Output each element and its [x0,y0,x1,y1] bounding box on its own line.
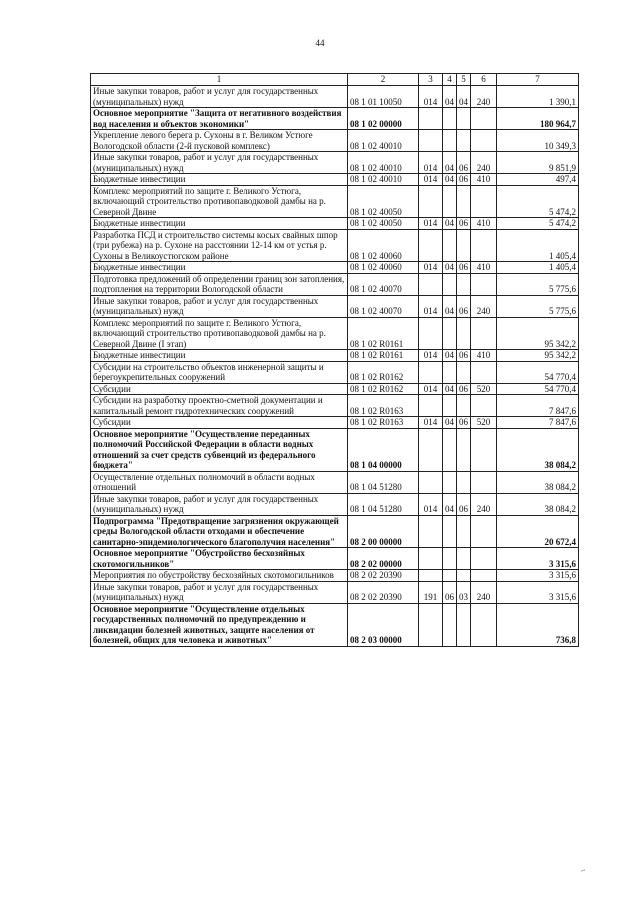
row-code-cell: 08 1 04 51280 [348,493,419,515]
row-amount-cell: 1 390,1 [497,86,579,108]
row-c4-cell [443,548,457,570]
row-c4-cell [443,395,457,417]
row-c5-cell: 06 [457,383,471,395]
row-c4-cell [443,603,457,646]
row-c4-cell [443,185,457,218]
row-c5-cell [457,428,471,471]
row-name-cell: Осуществление отдельных полномочий в области водных отношений [91,471,348,493]
row-code-cell: 08 1 02 R0163 [348,395,419,417]
row-amount-cell: 3 315,6 [497,581,579,603]
row-c3-cell [419,317,443,350]
table-row [91,174,579,186]
header-cell: 4 [443,74,457,86]
row-code-cell: 08 1 04 51280 [348,471,419,493]
row-c4-cell: 04 [443,174,457,186]
row-code-cell: 08 1 02 40070 [348,295,419,317]
table-row [91,428,579,471]
row-c6-cell [471,130,497,152]
table-row [91,130,579,152]
row-code-cell: 08 1 02 40010 [348,130,419,152]
row-name-cell: Бюджетные инвестиции [91,350,348,362]
row-c6-cell: 410 [471,174,497,186]
row-c3-cell: 191 [419,581,443,603]
row-amount-cell: 1 405,4 [497,262,579,274]
row-c6-cell [471,317,497,350]
row-c6-cell: 240 [471,493,497,515]
row-c6-cell: 520 [471,417,497,429]
row-c3-cell: 014 [419,86,443,108]
row-amount-cell: 5 775,6 [497,295,579,317]
row-c4-cell [443,317,457,350]
row-name-cell: Субсидии [91,417,348,429]
row-c5-cell [457,317,471,350]
row-c4-cell [443,273,457,295]
row-code-cell: 08 1 02 40060 [348,262,419,274]
row-code-cell: 08 1 02 40010 [348,152,419,174]
row-c5-cell [457,570,471,582]
row-amount-cell: 38 084,2 [497,493,579,515]
row-name-cell: Субсидии [91,383,348,395]
row-c6-cell: 410 [471,218,497,230]
table-row [91,581,579,603]
row-code-cell: 08 2 02 20390 [348,581,419,603]
row-amount-cell: 7 847,6 [497,395,579,417]
row-c3-cell [419,229,443,262]
row-c5-cell [457,185,471,218]
row-name-cell: Иные закупки товаров, работ и услуг для государственных (муниципальных) нужд [91,295,348,317]
row-code-cell: 08 1 01 10050 [348,86,419,108]
row-c3-cell [419,471,443,493]
row-amount-cell: 54 770,4 [497,361,579,383]
row-c3-cell [419,570,443,582]
row-c5-cell [457,361,471,383]
row-name-cell: Мероприятия по обустройству бесхозяйных скотомогильников [91,570,348,582]
row-c6-cell: 240 [471,295,497,317]
table-row [91,108,579,130]
row-code-cell: 08 1 02 40010 [348,174,419,186]
row-name-cell: Комплекс мероприятий по защите г. Великого Устюга, включающий строительство противопаводковой дамбы на р. Северной Двине [91,185,348,218]
row-c5-cell [457,273,471,295]
row-c5-cell [457,130,471,152]
row-code-cell: 08 1 02 40060 [348,229,419,262]
row-name-cell: Подпрограмма "Предотвращение загрязнения окружающей среды Вологодской области отходами и обеспечение санитарно-эпидемиологического благополучия населения" [91,515,348,548]
row-c6-cell: 520 [471,383,497,395]
row-c5-cell: 06 [457,262,471,274]
row-code-cell: 08 2 00 00000 [348,515,419,548]
row-c4-cell [443,361,457,383]
row-name-cell: Подготовка предложений об определении границ зон затопления, подтопления на территории Вологодской области [91,273,348,295]
row-name-cell: Укрепление левого берега р. Сухоны в г. Великом Устюге Вологодской области (2-й пусковой комплекс) [91,130,348,152]
row-c4-cell: 04 [443,383,457,395]
row-name-cell: Иные закупки товаров, работ и услуг для государственных (муниципальных) нужд [91,581,348,603]
row-c3-cell [419,130,443,152]
row-c6-cell [471,185,497,218]
table-row [91,383,579,395]
row-c6-cell [471,229,497,262]
table-row [91,295,579,317]
row-amount-cell: 5 474,2 [497,218,579,230]
row-c3-cell [419,515,443,548]
header-cell: 6 [471,74,497,86]
row-c6-cell [471,471,497,493]
row-amount-cell: 10 349,3 [497,130,579,152]
row-c5-cell: 06 [457,417,471,429]
table-row [91,185,579,218]
row-amount-cell: 1 405,4 [497,229,579,262]
row-c3-cell [419,548,443,570]
row-amount-cell: 20 672,4 [497,515,579,548]
row-name-cell: Бюджетные инвестиции [91,174,348,186]
row-c4-cell [443,428,457,471]
table-row [91,417,579,429]
row-name-cell: Бюджетные инвестиции [91,262,348,274]
row-amount-cell: 3 315,6 [497,570,579,582]
row-c6-cell [471,515,497,548]
row-amount-cell: 497,4 [497,174,579,186]
row-c6-cell: 240 [471,86,497,108]
table-row [91,493,579,515]
row-code-cell: 08 1 02 R0163 [348,417,419,429]
row-amount-cell: 38 084,2 [497,428,579,471]
row-c4-cell: 04 [443,417,457,429]
row-c4-cell [443,229,457,262]
row-c5-cell: 06 [457,174,471,186]
row-c3-cell [419,185,443,218]
row-name-cell: Иные закупки товаров, работ и услуг для государственных (муниципальных) нужд [91,493,348,515]
row-name-cell: Субсидии на строительство объектов инженерной защиты и берегоукрепительных сооружений [91,361,348,383]
row-name-cell: Основное мероприятие "Осуществление отдельных государственных полномочий по предупреждению и ликвидации болезней животных, защите населения от болезней, общих для человека и животных" [91,603,348,646]
row-amount-cell: 5 775,6 [497,273,579,295]
table-row [91,152,579,174]
row-amount-cell: 54 770,4 [497,383,579,395]
table-row [91,515,579,548]
row-c5-cell [457,548,471,570]
table-row [91,395,579,417]
table-row [91,86,579,108]
row-amount-cell: 3 315,6 [497,548,579,570]
row-c4-cell: 04 [443,86,457,108]
row-c4-cell [443,471,457,493]
row-c6-cell [471,361,497,383]
header-cell: 2 [348,74,419,86]
row-c4-cell: 04 [443,152,457,174]
row-code-cell: 08 1 02 R0162 [348,383,419,395]
row-c3-cell: 014 [419,493,443,515]
row-amount-cell: 9 851,9 [497,152,579,174]
row-amount-cell: 5 474,2 [497,185,579,218]
row-name-cell: Бюджетные инвестиции [91,218,348,230]
row-c4-cell [443,130,457,152]
row-name-cell: Комплекс мероприятий по защите г. Великого Устюга, включающий строительство противопаводковой дамбы на р. Северной Двине (I этап) [91,317,348,350]
row-c5-cell [457,229,471,262]
row-c4-cell: 04 [443,262,457,274]
row-code-cell: 08 1 02 00000 [348,108,419,130]
table-row [91,218,579,230]
row-c3-cell [419,603,443,646]
row-name-cell: Основное мероприятие "Обустройство бесхозяйных скотомогильников" [91,548,348,570]
header-cell: 5 [457,74,471,86]
row-c4-cell: 04 [443,295,457,317]
row-amount-cell: 736,8 [497,603,579,646]
row-c3-cell: 014 [419,295,443,317]
row-code-cell: 08 1 02 R0162 [348,361,419,383]
row-c6-cell [471,428,497,471]
row-name-cell: Субсидии на разработку проектно-сметной документации и капитальный ремонт гидротехнических сооружений [91,395,348,417]
row-c3-cell [419,395,443,417]
row-c5-cell [457,515,471,548]
row-c5-cell: 06 [457,152,471,174]
header-cell: 1 [91,74,348,86]
row-code-cell: 08 1 02 40050 [348,185,419,218]
row-amount-cell: 38 084,2 [497,471,579,493]
row-c6-cell [471,108,497,130]
table-row [91,361,579,383]
row-code-cell: 08 1 02 40070 [348,273,419,295]
row-code-cell: 08 1 04 00000 [348,428,419,471]
row-c5-cell [457,471,471,493]
row-code-cell: 08 2 02 00000 [348,548,419,570]
row-c6-cell [471,273,497,295]
row-c6-cell [471,548,497,570]
row-c3-cell: 014 [419,262,443,274]
row-code-cell: 08 1 02 R0161 [348,350,419,362]
row-c6-cell: 240 [471,581,497,603]
row-amount-cell: 7 847,6 [497,417,579,429]
table-row [91,471,579,493]
row-c5-cell: 06 [457,493,471,515]
row-amount-cell: 180 964,7 [497,108,579,130]
row-c6-cell: 410 [471,350,497,362]
page-number: 44 [315,38,325,48]
row-c5-cell: 06 [457,295,471,317]
row-c6-cell [471,570,497,582]
row-code-cell: 08 2 02 20390 [348,570,419,582]
table-header-row [91,74,579,86]
row-amount-cell: 95 342,2 [497,317,579,350]
row-c5-cell: 06 [457,350,471,362]
row-c5-cell [457,108,471,130]
header-cell: 7 [497,74,579,86]
row-c4-cell: 04 [443,218,457,230]
row-c5-cell: 03 [457,581,471,603]
row-name-cell: Основное мероприятие "Защита от негативного воздействия вод населения и объектов экономики" [91,108,348,130]
row-c5-cell: 04 [457,86,471,108]
row-c4-cell: 06 [443,581,457,603]
table-row [91,317,579,350]
row-c6-cell: 240 [471,152,497,174]
row-c3-cell: 014 [419,174,443,186]
row-c6-cell: 410 [471,262,497,274]
row-c4-cell: 04 [443,350,457,362]
row-c5-cell: 06 [457,218,471,230]
row-c3-cell: 014 [419,383,443,395]
row-name-cell: Основное мероприятие "Осуществление переданных полномочий Российской Федерации в области водных отношений за счет средств субвенций из федерального бюджета" [91,428,348,471]
row-name-cell: Иные закупки товаров, работ и услуг для государственных (муниципальных) нужд [91,152,348,174]
table-row [91,229,579,262]
budget-table [90,73,579,647]
header-cell: 3 [419,74,443,86]
row-c5-cell [457,603,471,646]
row-c4-cell [443,515,457,548]
row-code-cell: 08 1 02 40050 [348,218,419,230]
row-c3-cell [419,361,443,383]
row-c3-cell: 014 [419,218,443,230]
table-row [91,350,579,362]
row-c3-cell [419,108,443,130]
row-c3-cell: 014 [419,417,443,429]
row-amount-cell: 95 342,2 [497,350,579,362]
table-row [91,273,579,295]
row-name-cell: Разработка ПСД и строительство системы косых свайных шпор (три рубежа) на р. Сухоне на расстоянии 12-14 км от устья р. Сухоны в Великоустюгском районе [91,229,348,262]
row-c3-cell: 014 [419,350,443,362]
row-c6-cell [471,603,497,646]
table-row [91,570,579,582]
table-row [91,548,579,570]
row-c4-cell [443,108,457,130]
row-c3-cell: 014 [419,152,443,174]
row-c4-cell [443,570,457,582]
row-code-cell: 08 2 03 00000 [348,603,419,646]
table-row [91,262,579,274]
row-c3-cell [419,428,443,471]
row-c3-cell [419,273,443,295]
row-c6-cell [471,395,497,417]
row-name-cell: Иные закупки товаров, работ и услуг для государственных (муниципальных) нужд [91,86,348,108]
row-code-cell: 08 1 02 R0161 [348,317,419,350]
table-row [91,603,579,646]
row-c5-cell [457,395,471,417]
corner-mark: ~ [579,865,587,876]
row-c4-cell: 04 [443,493,457,515]
